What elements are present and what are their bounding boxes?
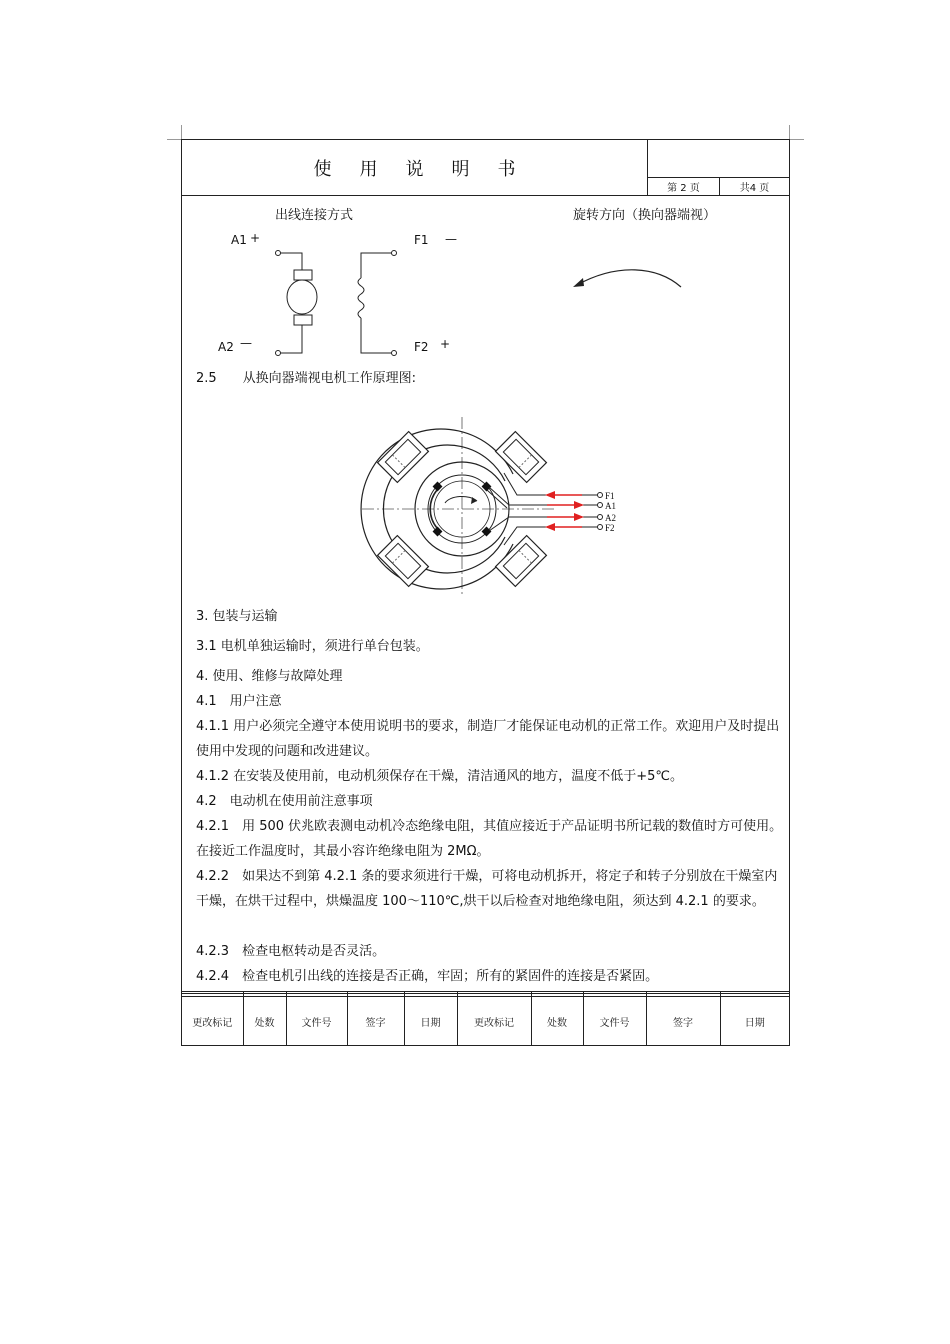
- crop-mark: [181, 125, 182, 139]
- pole-bottom-right: [496, 536, 547, 587]
- lead-f2-sign: +: [440, 337, 451, 351]
- footer-label: 签字: [347, 997, 404, 1046]
- rotation-arrow-icon: [567, 258, 687, 298]
- section-4-2-1: 4.2.1 用 500 伏兆欧表测电动机冷态绝缘电阻，其值应接近于产品证明书所记载的数值时方可使用。在接近工作温度时，其最小容许绝缘电阻为 2MΩ。: [196, 819, 783, 859]
- page-info-box: [648, 140, 789, 196]
- pole-bottom-left: [378, 536, 429, 587]
- brush-bottom: [294, 315, 312, 325]
- armature-body: [287, 280, 317, 314]
- title-char: 明: [451, 158, 470, 180]
- principle-diagram: [357, 415, 617, 600]
- terminal-a1: [276, 251, 281, 256]
- pole-top-left: [378, 432, 429, 483]
- lead-a1-label: A1: [231, 233, 247, 247]
- lead-f1-label: F1: [414, 233, 429, 247]
- lead-label: F1: [605, 491, 615, 501]
- field-lead-bottom: [361, 318, 392, 353]
- section-4-2-2: 4.2.2 如果达不到第 4.2.1 条的要求须进行干燥，可将电动机拆开，将定子和转子分别放在干燥室内干燥，在烘干过程中，烘燥温度 100～110℃,烘干以后检查对地绝缘电阻，须达到 4.2.1 的要求。: [196, 869, 778, 909]
- footer-label: 更改标记: [457, 997, 531, 1046]
- revision-table: [182, 991, 789, 1046]
- revision-header-row: [182, 997, 789, 1046]
- lead-a2-label: A2: [218, 340, 234, 354]
- terminal-f1: [392, 251, 397, 256]
- lead-a1-sign: +: [250, 231, 261, 245]
- footer-label: 文件号: [286, 997, 347, 1046]
- wiring-title: 出线连接方式: [275, 208, 354, 223]
- field-lead-top: [361, 253, 392, 278]
- section-4-2-3: 4.2.3 检查电枢转动是否灵活。: [196, 944, 386, 959]
- title-char: 说: [405, 158, 424, 180]
- pole-top-right: [496, 432, 547, 483]
- section-4-2-4: 4.2.4 检查电机引出线的连接是否正确，牢固；所有的紧固件的连接是否紧固。: [196, 969, 659, 984]
- footer-label: 日期: [404, 997, 457, 1046]
- footer-label: 日期: [720, 997, 789, 1046]
- title-char: 用: [359, 158, 378, 180]
- title-char: 书: [497, 158, 516, 180]
- document-frame: [181, 139, 790, 1046]
- section-4-2: 4.2 电动机在使用前注意事项: [196, 794, 373, 809]
- crop-mark: [789, 125, 790, 139]
- title-char: 使: [313, 158, 332, 180]
- lead-f2-label: F2: [414, 340, 429, 354]
- page-total: 共4 页: [720, 177, 789, 195]
- section-3: 3. 包装与运输: [196, 609, 278, 624]
- page-number: 第 2 页: [648, 177, 720, 195]
- terminal-a2: [276, 351, 281, 356]
- section-4: 4. 使用、维修与故障处理: [196, 669, 343, 684]
- lead-label: A2: [605, 513, 616, 523]
- crop-mark: [790, 139, 804, 140]
- footer-label: 文件号: [583, 997, 646, 1046]
- footer-label: 更改标记: [182, 997, 243, 1046]
- section-3-1: 3.1 电机单独运输时，须进行单台包装。: [196, 639, 429, 654]
- brush-top: [294, 270, 312, 280]
- terminal-f2: [392, 351, 397, 356]
- footer-label: 签字: [646, 997, 720, 1046]
- section-4-1-1: 4.1.1 用户必须完全遵守本使用说明书的要求，制造厂才能保证电动机的正常工作。欢迎用户及时提出使用中发现的问题和改进建议。: [196, 719, 780, 759]
- lead-f1-sign: —: [445, 232, 457, 246]
- lead-label: F2: [605, 523, 615, 533]
- armature-lead-top: [280, 253, 302, 270]
- lead-label: A1: [605, 501, 616, 511]
- section-4-1: 4.1 用户注意: [196, 694, 282, 709]
- document-title: [182, 140, 648, 196]
- armature-lead-bottom: [280, 325, 302, 353]
- footer-label: 处数: [531, 997, 583, 1046]
- wiring-diagram: [267, 240, 407, 365]
- principle-heading: 2.5 从换向器端视电机工作原理图:: [196, 371, 417, 386]
- rotation-title: 旋转方向（换向器端视）: [573, 208, 717, 223]
- lead-a2-sign: —: [240, 336, 252, 350]
- field-coil: [358, 278, 364, 318]
- crop-mark: [167, 139, 181, 140]
- section-4-1-2: 4.1.2 在安装及使用前，电动机须保存在干燥，清洁通风的地方，温度不低于+5℃。: [196, 769, 683, 784]
- footer-label: 处数: [243, 997, 286, 1046]
